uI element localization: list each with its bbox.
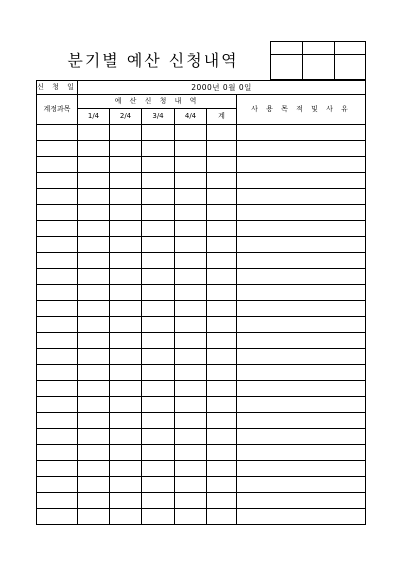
purpose-cell[interactable] — [237, 157, 366, 173]
purpose-cell[interactable] — [237, 237, 366, 253]
q2-cell[interactable] — [110, 445, 142, 461]
account-cell[interactable] — [37, 461, 78, 477]
account-cell[interactable] — [37, 301, 78, 317]
q3-cell[interactable] — [142, 461, 175, 477]
q2-cell[interactable] — [110, 413, 142, 429]
total-cell[interactable] — [207, 253, 237, 269]
purpose-cell[interactable] — [237, 493, 366, 509]
q2-cell[interactable] — [110, 237, 142, 253]
purpose-cell[interactable] — [237, 269, 366, 285]
total-cell[interactable] — [207, 365, 237, 381]
q1-cell[interactable] — [78, 301, 110, 317]
q3-cell[interactable] — [142, 397, 175, 413]
purpose-cell[interactable] — [237, 189, 366, 205]
purpose-cell[interactable] — [237, 477, 366, 493]
q1-cell[interactable] — [78, 141, 110, 157]
total-cell[interactable] — [207, 301, 237, 317]
table-row — [37, 461, 366, 477]
q4-cell[interactable] — [175, 301, 207, 317]
q1-cell[interactable] — [78, 461, 110, 477]
q3-cell[interactable] — [142, 205, 175, 221]
account-cell[interactable] — [37, 397, 78, 413]
account-cell[interactable] — [37, 317, 78, 333]
purpose-cell[interactable] — [237, 301, 366, 317]
total-cell[interactable] — [207, 349, 237, 365]
purpose-label: 사 용 목 적 및 사 유 — [237, 95, 366, 125]
total-cell[interactable] — [207, 397, 237, 413]
total-label: 계 — [207, 109, 237, 125]
approval-signature-cell[interactable] — [303, 55, 335, 80]
account-cell[interactable] — [37, 189, 78, 205]
quarter-1-label: 1/4 — [78, 109, 110, 125]
q4-cell[interactable] — [175, 333, 207, 349]
table-row — [37, 413, 366, 429]
q4-cell[interactable] — [175, 445, 207, 461]
table-row — [37, 445, 366, 461]
q1-cell[interactable] — [78, 125, 110, 141]
document-title: 분기별 예산 신청내역 — [67, 50, 239, 70]
table-row — [37, 301, 366, 317]
account-cell[interactable] — [37, 173, 78, 189]
table-row — [37, 333, 366, 349]
purpose-cell[interactable] — [237, 381, 366, 397]
q1-cell[interactable] — [78, 253, 110, 269]
q2-cell[interactable] — [110, 221, 142, 237]
q3-cell[interactable] — [142, 173, 175, 189]
q1-cell[interactable] — [78, 173, 110, 189]
purpose-cell[interactable] — [237, 349, 366, 365]
q3-cell[interactable] — [142, 365, 175, 381]
total-cell[interactable] — [207, 237, 237, 253]
q2-cell[interactable] — [110, 349, 142, 365]
account-cell[interactable] — [37, 205, 78, 221]
q3-cell[interactable] — [142, 253, 175, 269]
account-cell[interactable] — [37, 269, 78, 285]
total-cell[interactable] — [207, 493, 237, 509]
table-row — [37, 477, 366, 493]
q4-cell[interactable] — [175, 317, 207, 333]
table-row — [37, 365, 366, 381]
purpose-cell[interactable] — [237, 461, 366, 477]
purpose-cell[interactable] — [237, 333, 366, 349]
q4-cell[interactable] — [175, 253, 207, 269]
account-cell[interactable] — [37, 445, 78, 461]
q4-cell[interactable] — [175, 397, 207, 413]
q4-cell[interactable] — [175, 285, 207, 301]
approval-header-cell — [271, 42, 303, 55]
approval-signature-box — [270, 41, 366, 80]
account-cell[interactable] — [37, 333, 78, 349]
q1-cell[interactable] — [78, 285, 110, 301]
q2-cell[interactable] — [110, 317, 142, 333]
q2-cell[interactable] — [110, 509, 142, 525]
account-cell[interactable] — [37, 349, 78, 365]
q4-cell[interactable] — [175, 237, 207, 253]
table-row — [37, 157, 366, 173]
table-row — [37, 253, 366, 269]
q2-cell[interactable] — [110, 173, 142, 189]
q4-cell[interactable] — [175, 429, 207, 445]
total-cell[interactable] — [207, 189, 237, 205]
purpose-cell[interactable] — [237, 365, 366, 381]
account-cell[interactable] — [37, 413, 78, 429]
q2-cell[interactable] — [110, 477, 142, 493]
q3-cell[interactable] — [142, 333, 175, 349]
table-row — [37, 509, 366, 525]
q1-cell[interactable] — [78, 157, 110, 173]
q1-cell[interactable] — [78, 269, 110, 285]
q2-cell[interactable] — [110, 269, 142, 285]
approval-header-cell — [335, 42, 366, 55]
account-cell[interactable] — [37, 477, 78, 493]
table-row — [37, 141, 366, 157]
account-cell[interactable] — [37, 125, 78, 141]
table-row — [37, 189, 366, 205]
approval-signature-cell[interactable] — [335, 55, 366, 80]
table-row — [37, 493, 366, 509]
total-cell[interactable] — [207, 173, 237, 189]
header-row — [37, 95, 366, 109]
account-cell[interactable] — [37, 221, 78, 237]
q4-cell[interactable] — [175, 125, 207, 141]
total-cell[interactable] — [207, 333, 237, 349]
purpose-cell[interactable] — [237, 397, 366, 413]
q3-cell[interactable] — [142, 157, 175, 173]
q1-cell[interactable] — [78, 477, 110, 493]
account-cell[interactable] — [37, 237, 78, 253]
account-cell[interactable] — [37, 365, 78, 381]
q3-cell[interactable] — [142, 429, 175, 445]
purpose-cell[interactable] — [237, 221, 366, 237]
quarter-4-label: 4/4 — [175, 109, 207, 125]
table-row — [37, 269, 366, 285]
table-row — [37, 125, 366, 141]
q4-cell[interactable] — [175, 509, 207, 525]
q4-cell[interactable] — [175, 413, 207, 429]
q3-cell[interactable] — [142, 301, 175, 317]
q3-cell[interactable] — [142, 493, 175, 509]
total-cell[interactable] — [207, 461, 237, 477]
purpose-cell[interactable] — [237, 509, 366, 525]
application-date-label: 신 청 일 — [37, 81, 78, 95]
purpose-cell[interactable] — [237, 173, 366, 189]
q4-cell[interactable] — [175, 173, 207, 189]
q2-cell[interactable] — [110, 141, 142, 157]
account-cell[interactable] — [37, 429, 78, 445]
total-cell[interactable] — [207, 269, 237, 285]
table-row — [37, 429, 366, 445]
account-cell[interactable] — [37, 141, 78, 157]
q1-cell[interactable] — [78, 493, 110, 509]
q4-cell[interactable] — [175, 461, 207, 477]
total-cell[interactable] — [207, 445, 237, 461]
q1-cell[interactable] — [78, 509, 110, 525]
account-cell[interactable] — [37, 493, 78, 509]
total-cell[interactable] — [207, 429, 237, 445]
account-cell[interactable] — [37, 285, 78, 301]
total-cell[interactable] — [207, 477, 237, 493]
approval-header-cell — [303, 42, 335, 55]
purpose-cell[interactable] — [237, 285, 366, 301]
q2-cell[interactable] — [110, 285, 142, 301]
q3-cell[interactable] — [142, 125, 175, 141]
budget-request-table — [36, 80, 366, 525]
total-cell[interactable] — [207, 509, 237, 525]
q1-cell[interactable] — [78, 189, 110, 205]
account-cell[interactable] — [37, 509, 78, 525]
table-row — [37, 381, 366, 397]
q3-cell[interactable] — [142, 413, 175, 429]
account-cell[interactable] — [37, 381, 78, 397]
q1-cell[interactable] — [78, 445, 110, 461]
q3-cell[interactable] — [142, 189, 175, 205]
account-cell[interactable] — [37, 253, 78, 269]
q3-cell[interactable] — [142, 237, 175, 253]
q1-cell[interactable] — [78, 317, 110, 333]
purpose-cell[interactable] — [237, 141, 366, 157]
q4-cell[interactable] — [175, 141, 207, 157]
q3-cell[interactable] — [142, 141, 175, 157]
purpose-cell[interactable] — [237, 317, 366, 333]
q4-cell[interactable] — [175, 205, 207, 221]
total-cell[interactable] — [207, 141, 237, 157]
application-date-row — [37, 81, 366, 95]
approval-signature-cell[interactable] — [271, 55, 303, 80]
q1-cell[interactable] — [78, 365, 110, 381]
q3-cell[interactable] — [142, 445, 175, 461]
q3-cell[interactable] — [142, 269, 175, 285]
q3-cell[interactable] — [142, 349, 175, 365]
table-row — [37, 317, 366, 333]
q1-cell[interactable] — [78, 237, 110, 253]
purpose-cell[interactable] — [237, 125, 366, 141]
q2-cell[interactable] — [110, 461, 142, 477]
q4-cell[interactable] — [175, 477, 207, 493]
total-cell[interactable] — [207, 125, 237, 141]
q4-cell[interactable] — [175, 493, 207, 509]
q4-cell[interactable] — [175, 381, 207, 397]
q2-cell[interactable] — [110, 397, 142, 413]
purpose-cell[interactable] — [237, 205, 366, 221]
total-cell[interactable] — [207, 205, 237, 221]
table-row — [37, 205, 366, 221]
q2-cell[interactable] — [110, 493, 142, 509]
q2-cell[interactable] — [110, 301, 142, 317]
table-row — [37, 237, 366, 253]
purpose-cell[interactable] — [237, 253, 366, 269]
q1-cell[interactable] — [78, 429, 110, 445]
total-cell[interactable] — [207, 413, 237, 429]
q4-cell[interactable] — [175, 269, 207, 285]
q1-cell[interactable] — [78, 397, 110, 413]
q2-cell[interactable] — [110, 333, 142, 349]
q2-cell[interactable] — [110, 429, 142, 445]
table-row — [37, 349, 366, 365]
q3-cell[interactable] — [142, 509, 175, 525]
purpose-cell[interactable] — [237, 413, 366, 429]
purpose-cell[interactable] — [237, 429, 366, 445]
total-cell[interactable] — [207, 221, 237, 237]
quarter-3-label: 3/4 — [142, 109, 175, 125]
q2-cell[interactable] — [110, 253, 142, 269]
q2-cell[interactable] — [110, 365, 142, 381]
q1-cell[interactable] — [78, 221, 110, 237]
q1-cell[interactable] — [78, 333, 110, 349]
q4-cell[interactable] — [175, 365, 207, 381]
purpose-cell[interactable] — [237, 445, 366, 461]
total-cell[interactable] — [207, 285, 237, 301]
q3-cell[interactable] — [142, 477, 175, 493]
account-cell[interactable] — [37, 157, 78, 173]
application-date-value[interactable]: 2000년 0월 0일 — [78, 81, 366, 95]
account-label: 계정과목 — [37, 95, 78, 125]
quarter-2-label: 2/4 — [110, 109, 142, 125]
table-row — [37, 285, 366, 301]
table-row — [37, 397, 366, 413]
q3-cell[interactable] — [142, 317, 175, 333]
q1-cell[interactable] — [78, 205, 110, 221]
q4-cell[interactable] — [175, 221, 207, 237]
q1-cell[interactable] — [78, 381, 110, 397]
q3-cell[interactable] — [142, 221, 175, 237]
q2-cell[interactable] — [110, 189, 142, 205]
q1-cell[interactable] — [78, 413, 110, 429]
table-row — [37, 221, 366, 237]
q1-cell[interactable] — [78, 349, 110, 365]
q2-cell[interactable] — [110, 125, 142, 141]
q3-cell[interactable] — [142, 285, 175, 301]
budget-header: 예 산 신 청 내 역 — [78, 95, 237, 109]
total-cell[interactable] — [207, 381, 237, 397]
total-cell[interactable] — [207, 317, 237, 333]
q4-cell[interactable] — [175, 349, 207, 365]
q2-cell[interactable] — [110, 205, 142, 221]
q2-cell[interactable] — [110, 381, 142, 397]
table-row — [37, 173, 366, 189]
total-cell[interactable] — [207, 157, 237, 173]
q4-cell[interactable] — [175, 157, 207, 173]
q2-cell[interactable] — [110, 157, 142, 173]
q3-cell[interactable] — [142, 381, 175, 397]
q4-cell[interactable] — [175, 189, 207, 205]
